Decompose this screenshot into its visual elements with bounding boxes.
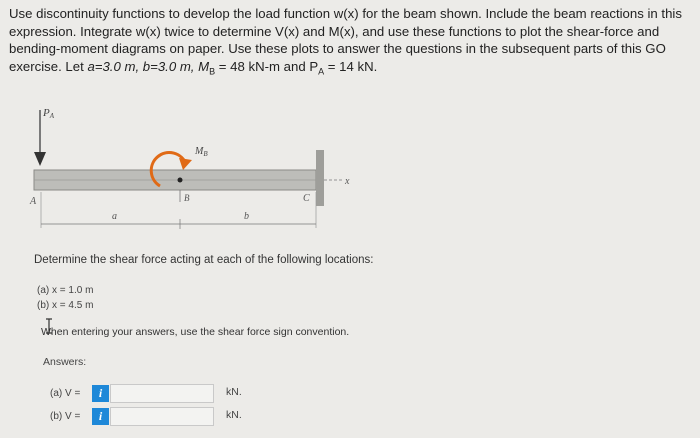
- load-arrow-head: [34, 152, 46, 166]
- point-c-label: C: [303, 193, 310, 204]
- part-b-text: (b) x = 4.5 m: [37, 300, 94, 311]
- dim-b-label: b: [244, 211, 249, 222]
- pa-subscript: A: [318, 66, 325, 77]
- question-prompt: Determine the shear force acting at each of the following locations:: [34, 254, 374, 266]
- wall-support: [316, 150, 324, 206]
- problem-statement: [9, 5, 695, 81]
- answer-row-a: [50, 382, 214, 404]
- answer-b-input[interactable]: [110, 407, 214, 426]
- answer-a-unit: kN.: [226, 386, 242, 398]
- moment-arrow-head: [179, 158, 192, 170]
- answer-b-label: (b) V =: [50, 410, 81, 422]
- mb-subscript: B: [209, 66, 216, 77]
- problem-mb-value: = 48 kN-m and P: [215, 58, 319, 74]
- dim-a-label: a: [112, 211, 117, 222]
- beam-figure: [0, 100, 700, 240]
- answer-a-input[interactable]: [110, 384, 214, 403]
- problem-intro: Use discontinuity functions to develop the load function w(x) for the beam shown. Include the beam reactions in this expression. Integrate w(x) twice to determine V(x) and M(x), and use these functions to plot the shear-force and bending-moment diagrams on paper. Use these plots to answer the questions in the subsequent parts of this GO exercise. Let: [9, 6, 682, 74]
- x-axis-label: x: [345, 176, 350, 187]
- point-b-dot: [178, 178, 183, 183]
- answers-label: Answers:: [43, 356, 87, 368]
- question-parts: [37, 283, 93, 313]
- problem-pa-value: = 14 kN.: [324, 58, 378, 74]
- load-label: PA: [43, 107, 55, 120]
- info-icon[interactable]: i: [92, 385, 109, 402]
- point-b-label: B: [184, 193, 190, 203]
- info-icon[interactable]: i: [92, 408, 109, 425]
- sign-convention-note: When entering your answers, use the shear force sign convention.: [41, 326, 350, 338]
- moment-label: $M_B$: [195, 146, 208, 158]
- problem-values-a-b: a=3.0 m, b=3.0 m, M: [87, 58, 210, 74]
- answer-row-b: [50, 405, 214, 427]
- answer-a-label: (a) V =: [50, 387, 81, 399]
- part-a-text: (a) x = 1.0 m: [37, 285, 94, 296]
- answer-b-unit: kN.: [226, 409, 242, 421]
- point-a-label: A: [30, 196, 37, 207]
